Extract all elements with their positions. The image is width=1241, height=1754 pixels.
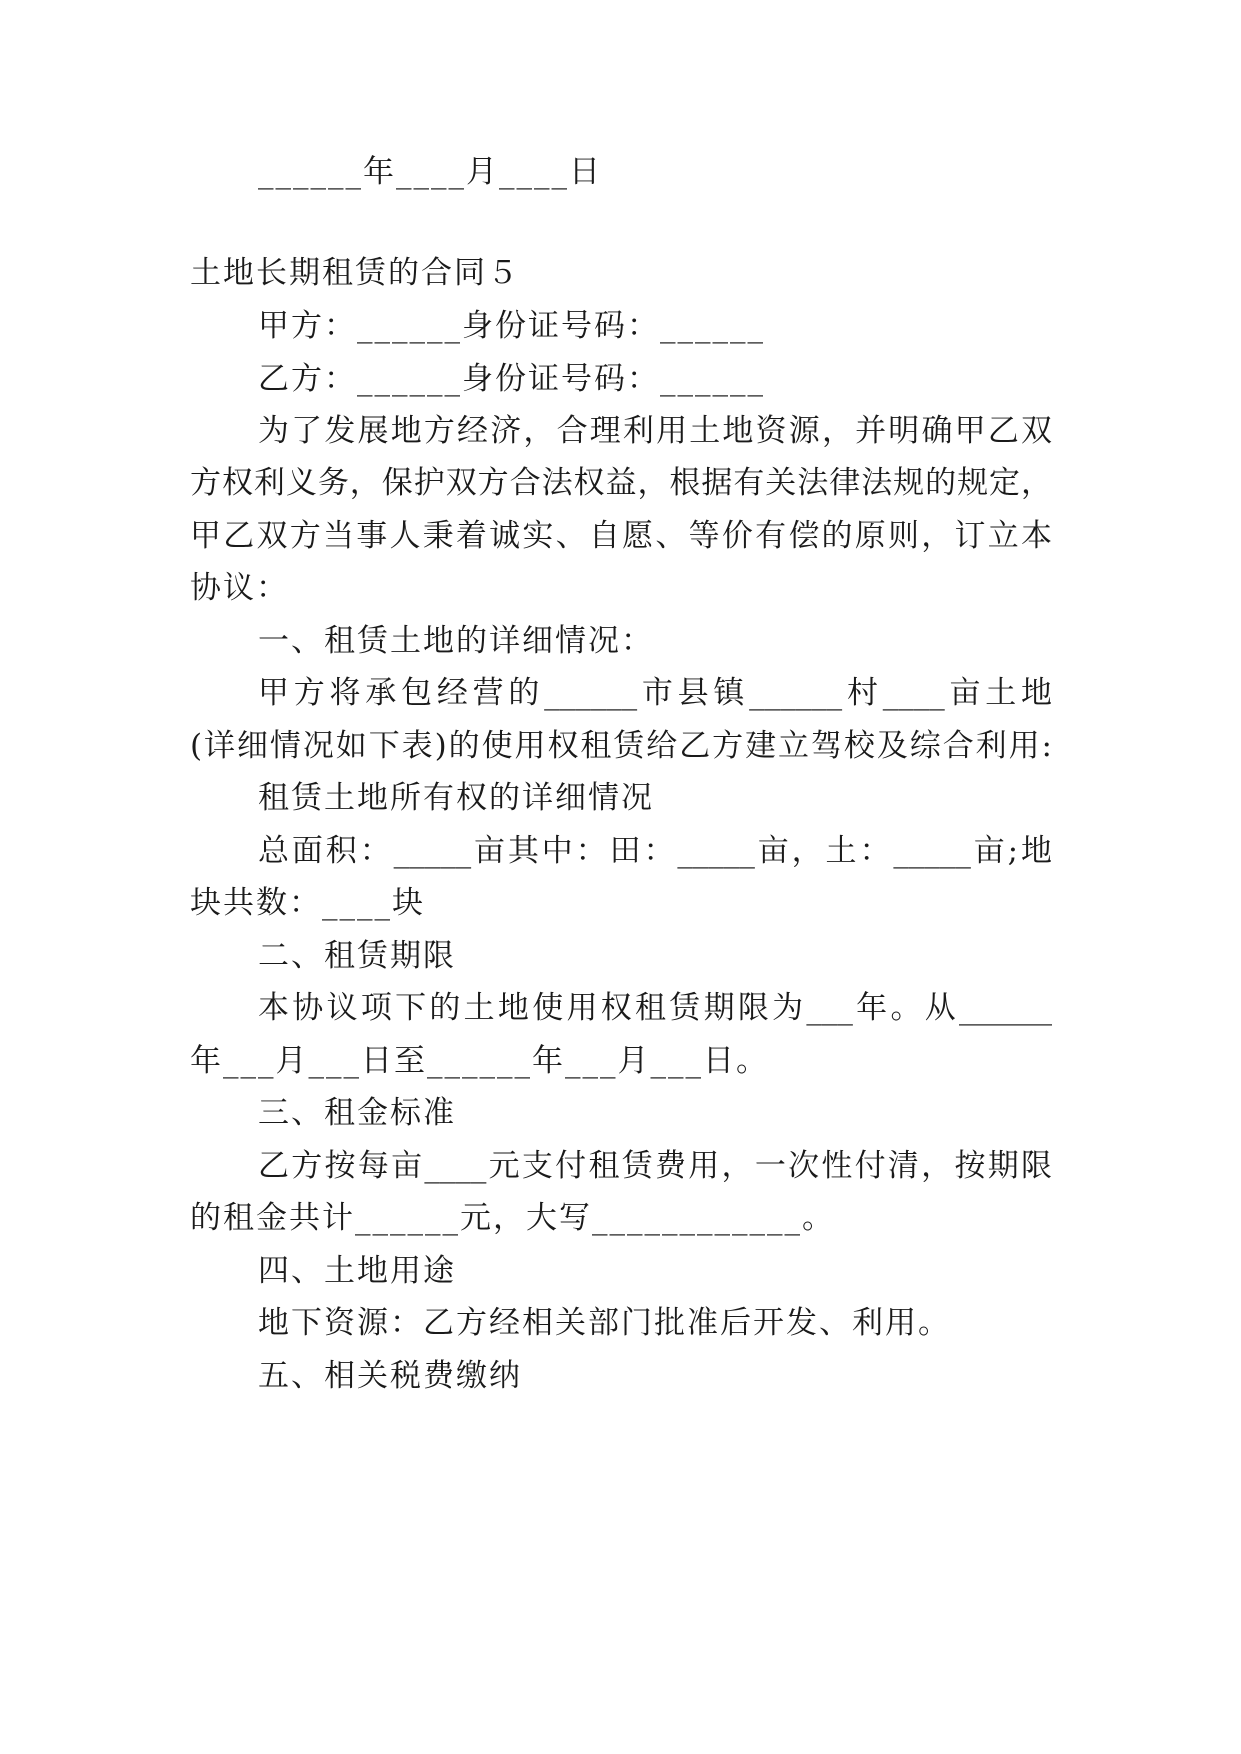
section-1-area-line-2: 块共数：____块: [190, 885, 425, 921]
section-1-subheading: 租赁土地所有权的详细情况: [258, 780, 654, 816]
section-3-line-1: 乙方按每亩____元支付租赁费用，一次性付清，按期限: [258, 1148, 1052, 1184]
section-4-line-1: 地下资源：乙方经相关部门批准后开发、利用。: [258, 1305, 951, 1341]
section-2-heading: 二、租赁期限: [258, 938, 456, 974]
preamble-line-1: 为了发展地方经济，合理利用土地资源，并明确甲乙双: [258, 413, 1052, 449]
preamble-line-2: 方权利义务，保护双方合法权益，根据有关法律法规的规定，: [190, 465, 1052, 501]
party-a-line: 甲方：______身份证号码：______: [258, 308, 765, 344]
date-line: ______年____月____日: [258, 154, 602, 190]
section-1-area-line-1: 总面积：_____亩其中：田：_____亩，土：_____亩;地: [258, 833, 1052, 869]
section-2-line-2: 年___月___日至______年___月___日。: [190, 1043, 769, 1079]
document-title: 土地长期租赁的合同５: [190, 255, 520, 291]
section-1-heading: 一、租赁土地的详细情况：: [258, 623, 654, 659]
preamble-line-4: 协议：: [190, 570, 289, 606]
section-3-line-2: 的租金共计______元，大写____________。: [190, 1200, 835, 1236]
party-b-line: 乙方：______身份证号码：______: [258, 361, 765, 397]
section-5-heading: 五、相关税费缴纳: [258, 1358, 522, 1394]
section-1-line-1: 甲方将承包经营的______市县镇______村____亩土地: [258, 675, 1052, 711]
preamble-line-3: 甲乙双方当事人秉着诚实、自愿、等价有偿的原则，订立本: [190, 518, 1052, 554]
section-4-heading: 四、土地用途: [258, 1253, 456, 1289]
section-1-line-2: (详细情况如下表)的使用权租赁给乙方建立驾校及综合利用:: [190, 728, 1052, 764]
section-3-heading: 三、租金标准: [258, 1095, 456, 1131]
section-2-line-1: 本协议项下的土地使用权租赁期限为___年。从______: [258, 990, 1052, 1026]
